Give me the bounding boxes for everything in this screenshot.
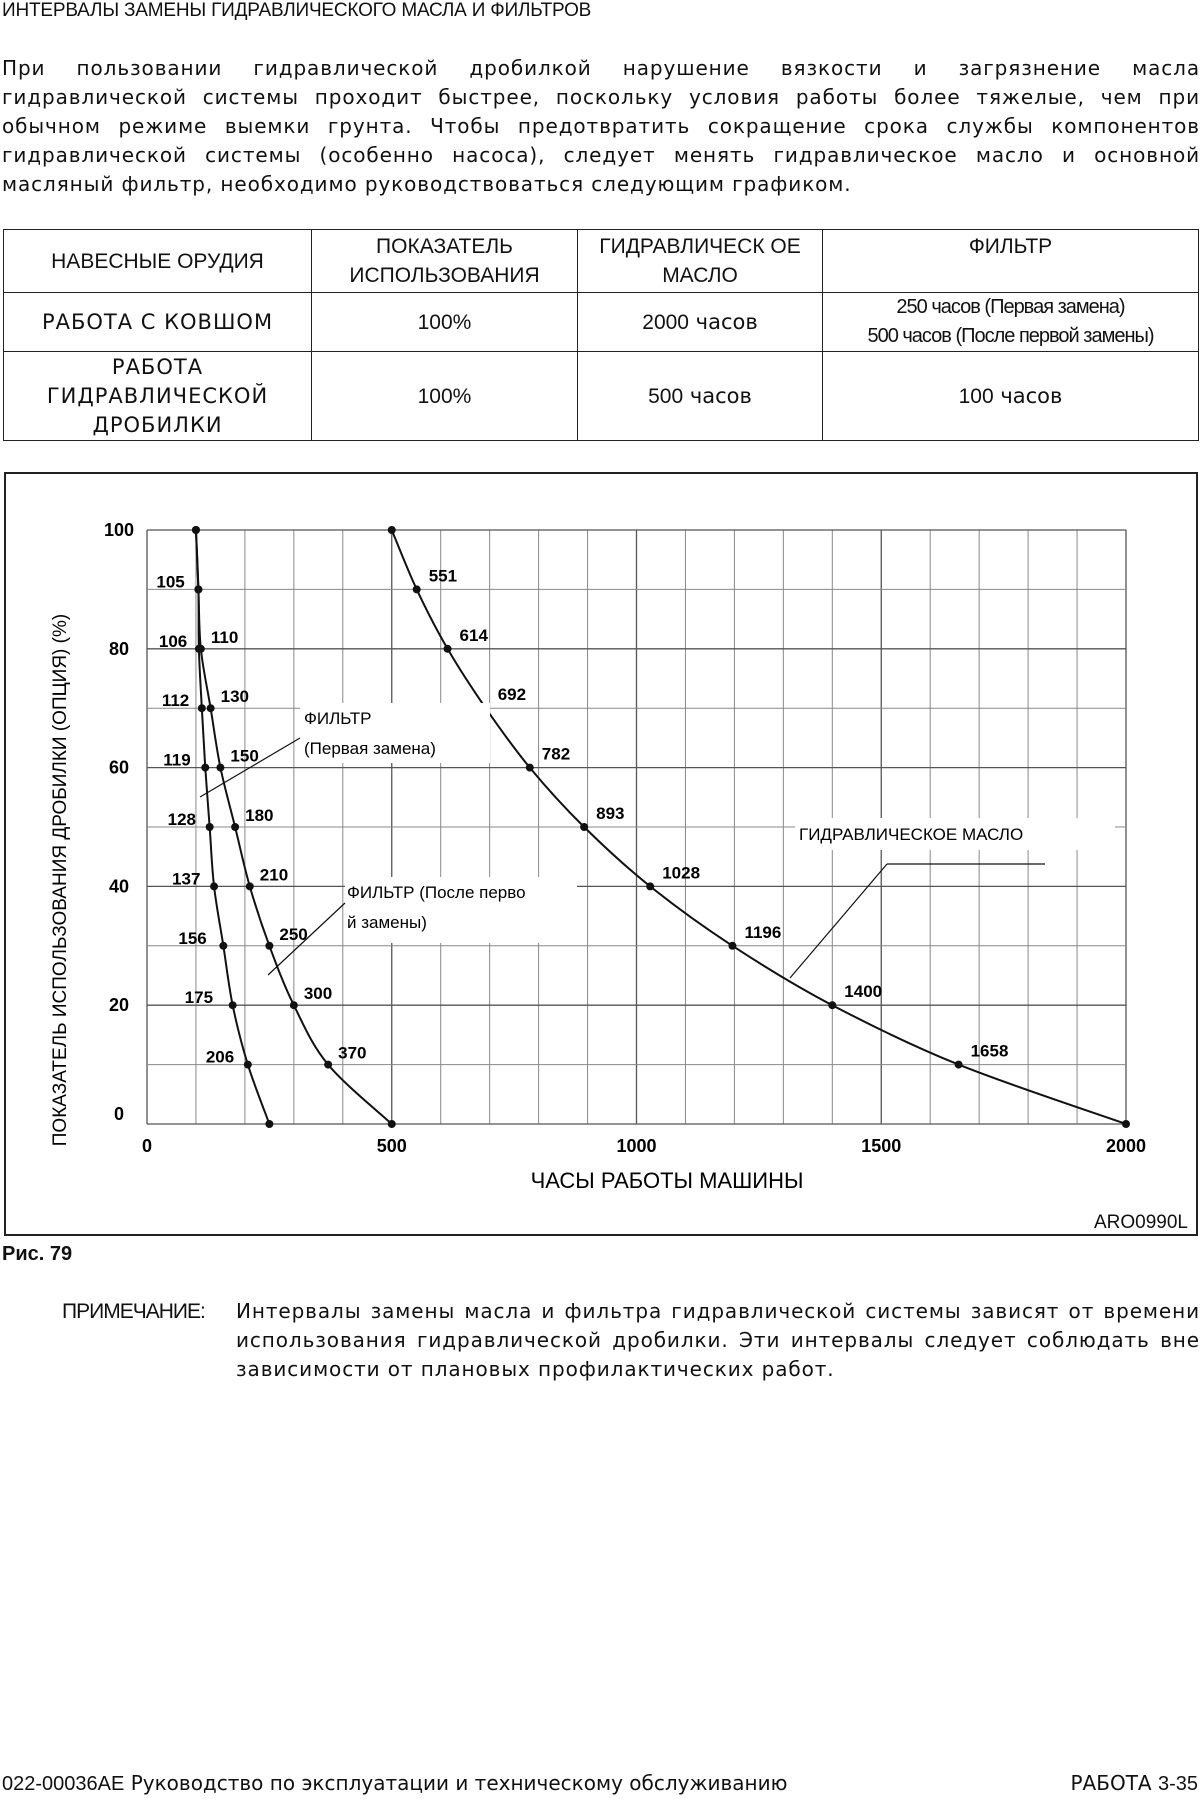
header-oil: ГИДРАВЛИЧЕСК ОЕ МАСЛО	[578, 230, 823, 293]
data-point	[246, 882, 254, 890]
data-label: 150	[230, 746, 259, 766]
data-point	[216, 764, 224, 772]
cell-filter: 250 часов (Первая замена) 500 часов (После первой замены)	[823, 293, 1199, 352]
x-tick-label: 0	[141, 1136, 153, 1156]
data-point	[192, 526, 200, 534]
data-label: 210	[259, 865, 289, 885]
data-point	[388, 1120, 396, 1128]
data-point	[194, 585, 202, 593]
data-point	[828, 1001, 836, 1009]
data-label: 206	[205, 1047, 235, 1067]
data-label: 614	[459, 625, 488, 645]
data-point	[231, 823, 239, 831]
x-tick-label: 2000	[1105, 1136, 1147, 1156]
data-point	[201, 764, 209, 772]
page-number: 3-35	[1157, 1773, 1198, 1795]
data-point	[265, 1120, 273, 1128]
data-label: 110	[210, 627, 239, 647]
y-tick-label: 100	[103, 520, 135, 540]
y-tick-label: 80	[108, 638, 130, 659]
x-tick-label: 1000	[616, 1136, 657, 1156]
page-number-block	[1071, 1771, 1199, 1796]
data-point	[1122, 1120, 1130, 1128]
cell-oil: 2000 часов	[578, 293, 823, 352]
y-tick-label: 20	[108, 995, 130, 1016]
cell-filter: 100 часов	[823, 352, 1199, 441]
cell-attachment: РАБОТА ГИДРАВЛИЧЕСКОЙ ДРОБИЛКИ	[4, 352, 312, 441]
data-point	[244, 1061, 252, 1069]
note-text: Интервалы замены масла и фильтра гидравлической системы зависят от времени использования гидравлической дробилки. Эти интервалы следует соблюдать вне зависимости от плановых профилактических работ.	[236, 1299, 1200, 1381]
data-point	[265, 942, 273, 950]
figure-caption: Рис. 79	[2, 1243, 73, 1265]
data-label: 130	[220, 687, 250, 707]
data-point	[444, 645, 452, 653]
data-label: 137	[172, 869, 201, 889]
header-filter: ФИЛЬТР	[823, 230, 1199, 293]
chart-annotations	[200, 703, 1115, 978]
doc-code: 022-00036AE	[2, 1773, 125, 1795]
data-label: 1028	[662, 863, 701, 883]
x-tick-label: 1500	[861, 1136, 902, 1156]
data-point	[207, 704, 215, 712]
cell-usage: 100%	[312, 293, 578, 352]
data-point	[526, 764, 534, 772]
annotation-filter-after: ФИЛЬТР (После перво	[347, 883, 526, 902]
data-point	[219, 942, 227, 950]
leader-line	[790, 864, 887, 978]
data-label: 106	[158, 631, 188, 651]
doc-title: Руководство по эксплуатации и техническому обслуживанию	[130, 1771, 788, 1795]
data-label: 551	[428, 566, 458, 586]
annotation-filter-first: (Первая замена)	[304, 739, 436, 758]
data-point	[290, 1001, 298, 1009]
x-tick-label: 500	[376, 1136, 407, 1156]
cell-oil: 500 часов	[578, 352, 823, 441]
data-point	[646, 882, 654, 890]
data-label: 156	[178, 928, 207, 948]
data-label: 1658	[970, 1041, 1009, 1061]
annotation-filter-after: й замены)	[347, 913, 427, 932]
data-point	[198, 704, 206, 712]
data-label: 1196	[744, 922, 782, 942]
data-label: 300	[303, 984, 333, 1004]
data-point	[210, 882, 218, 890]
header-usage: ПОКАЗАТЕЛЬ ИСПОЛЬЗОВАНИЯ	[312, 230, 578, 293]
data-label: 175	[184, 988, 214, 1008]
page-title: ИНТЕРВАЛЫ ЗАМЕНЫ ГИДРАВЛИЧЕСКОГО МАСЛА И ФИЛЬТРОВ	[2, 0, 592, 21]
data-point	[229, 1001, 237, 1009]
annotation-oil: ГИДРАВЛИЧЕСКОЕ МАСЛО	[799, 825, 1024, 844]
data-point	[580, 823, 588, 831]
x-axis-label: ЧАСЫ РАБОТЫ МАШИНЫ	[530, 1168, 804, 1193]
data-point	[197, 645, 205, 653]
cell-usage: 100%	[312, 352, 578, 441]
y-axis-label: ПОКАЗАТЕЛЬ ИСПОЛЬЗОВАНИЯ ДРОБИЛКИ (ОПЦИЯ) (%)	[50, 613, 71, 1147]
data-point	[955, 1061, 963, 1069]
data-label: 893	[596, 804, 625, 823]
data-point	[728, 942, 736, 950]
data-label: 105	[156, 572, 185, 592]
header-attachment: НАВЕСНЫЕ ОРУДИЯ	[4, 230, 312, 293]
data-label: 180	[245, 806, 274, 825]
chart-axes	[50, 520, 1146, 1193]
data-label: 782	[541, 744, 571, 764]
y-tick-label: 0	[113, 1104, 125, 1124]
intro-paragraph: При пользовании гидравлической дробилкой нарушение вязкости и загрязнение масла гидравлической системы проходит быстрее, поскольку условия работы более тяжелые, чем при обычном режиме выемки грунта. Чтобы предотвратить сокращение срока службы компонентов гидравлической системы (особенно насоса), следует менять гидравлическое масло и основной масляный фильтр, необходимо руководствоваться следующим графиком.	[2, 56, 1200, 196]
data-label: 250	[279, 924, 308, 944]
section-name: РАБОТА	[1070, 1771, 1152, 1795]
note-label: ПРИМЕЧАНИЕ:	[62, 1300, 205, 1323]
data-label: 119	[163, 750, 191, 770]
y-tick-label: 40	[108, 876, 130, 897]
y-tick-label: 60	[108, 757, 130, 778]
data-label: 112	[161, 691, 190, 711]
page-footer	[2, 1771, 1198, 1796]
annotation-filter-first: ФИЛЬТР	[304, 709, 372, 728]
data-point	[324, 1061, 332, 1069]
cell-attachment: РАБОТА С КОВШОМ	[4, 293, 312, 352]
data-label: 128	[167, 810, 197, 829]
data-point	[413, 585, 421, 593]
figure-code: ARO0990L	[1093, 1212, 1188, 1233]
data-label: 370	[338, 1043, 367, 1063]
data-label: 1400	[844, 982, 883, 1002]
data-point	[388, 526, 396, 534]
data-point	[206, 823, 214, 831]
data-label: 692	[497, 685, 527, 705]
